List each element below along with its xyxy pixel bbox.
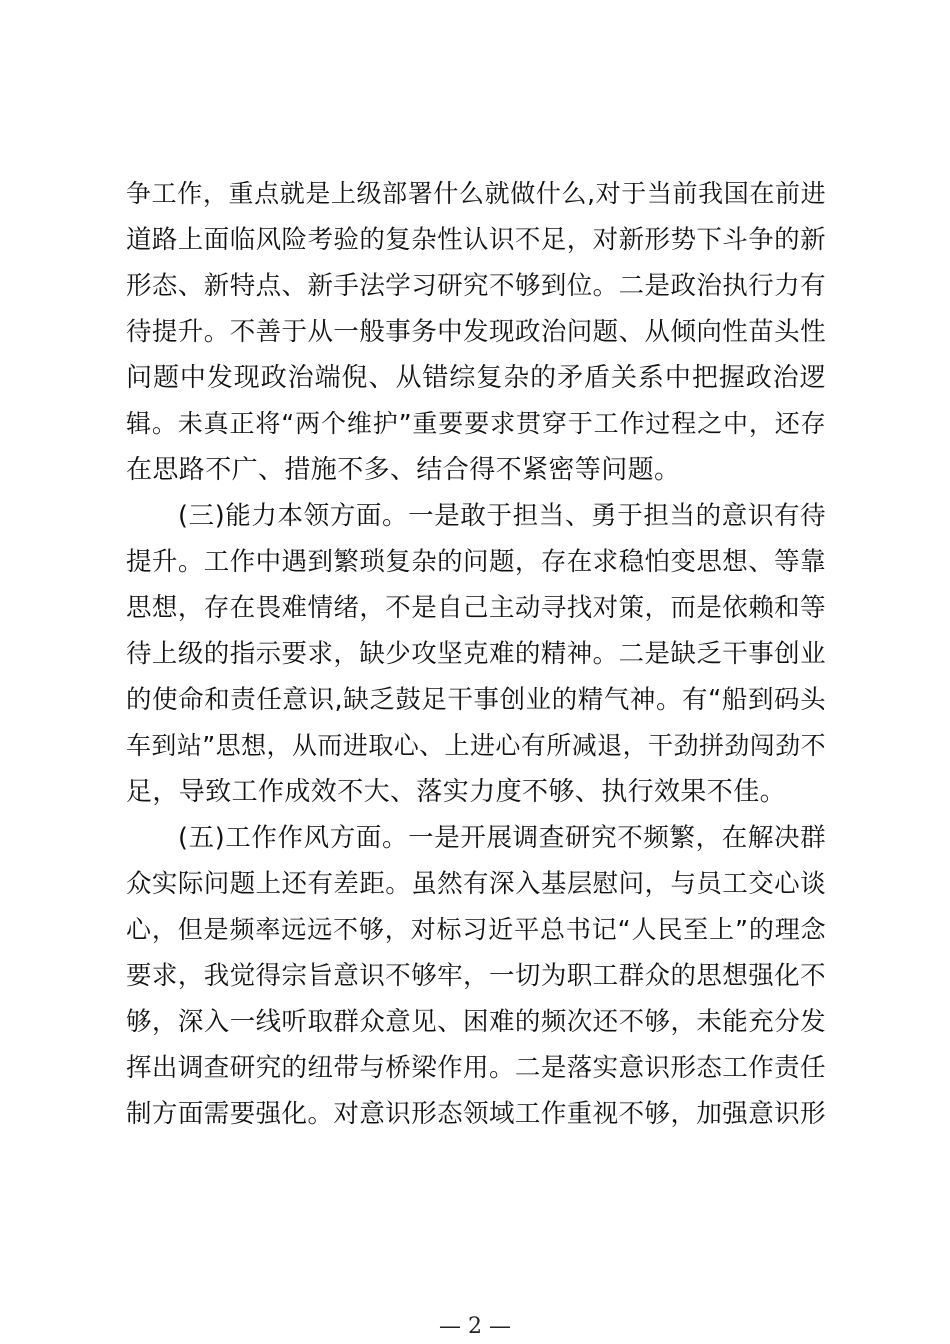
text-line: 辑。未真正将“两个维护”重要要求贯穿于工作过程之中，还存 xyxy=(126,409,826,438)
text-line: 车到站”思想，从而进取心、上进心有所减退，干劲拼劲闯劲不 xyxy=(126,731,826,760)
text-line: 制方面需要强化。对意识形态领域工作重视不够，加强意识形 xyxy=(126,1099,826,1129)
page-number: — 2 — xyxy=(439,1314,511,1339)
text-line: 待上级的指示要求，缺少攻坚克难的精神。二是缺乏干事创业 xyxy=(126,639,826,669)
text-line: 待提升。不善于从一般事务中发现政治问题、从倾向性苗头性 xyxy=(126,317,826,347)
section-heading-line: (五)工作作风方面。一是开展调查研究不频繁，在解决群 xyxy=(178,823,826,853)
text-line: 形态、新特点、新手法学习研究不够到位。二是政治执行力有 xyxy=(126,271,826,301)
text-line: 挥出调查研究的纽带与桥梁作用。二是落实意识形态工作责任 xyxy=(126,1053,826,1083)
text-line: 争工作，重点就是上级部署什么就做什么,对于当前我国在前进 xyxy=(126,179,826,208)
text-line: 的使命和责任意识,缺乏鼓足干事创业的精气神。有“船到码头 xyxy=(126,685,826,715)
text-line: 要求，我觉得宗旨意识不够牢，一切为职工群众的思想强化不 xyxy=(126,961,826,991)
text-line: 够，深入一线听取群众意见、困难的频次还不够，未能充分发 xyxy=(126,1007,826,1037)
section-heading-line: (三)能力本领方面。一是敢于担当、勇于担当的意识有待 xyxy=(178,501,826,531)
text-line: 心，但是频率远远不够，对标习近平总书记“人民至上”的理念 xyxy=(126,915,826,944)
text-line: 思想，存在畏难情绪，不是自己主动寻找对策，而是依赖和等 xyxy=(126,593,826,623)
text-line: 提升。工作中遇到繁琐复杂的问题，存在求稳怕变思想、等靠 xyxy=(126,547,826,577)
text-line: 道路上面临风险考验的复杂性认识不足，对新形势下斗争的新 xyxy=(126,225,826,255)
text-line: 众实际问题上还有差距。虽然有深入基层慰问，与员工交心谈 xyxy=(126,869,826,899)
text-line: 在思路不广、措施不多、结合得不紧密等问题。 xyxy=(126,455,681,485)
text-line: 问题中发现政治端倪、从错综复杂的矛盾关系中把握政治逻 xyxy=(126,363,826,393)
text-line: 足，导致工作成效不大、落实力度不够、执行效果不佳。 xyxy=(126,777,787,807)
